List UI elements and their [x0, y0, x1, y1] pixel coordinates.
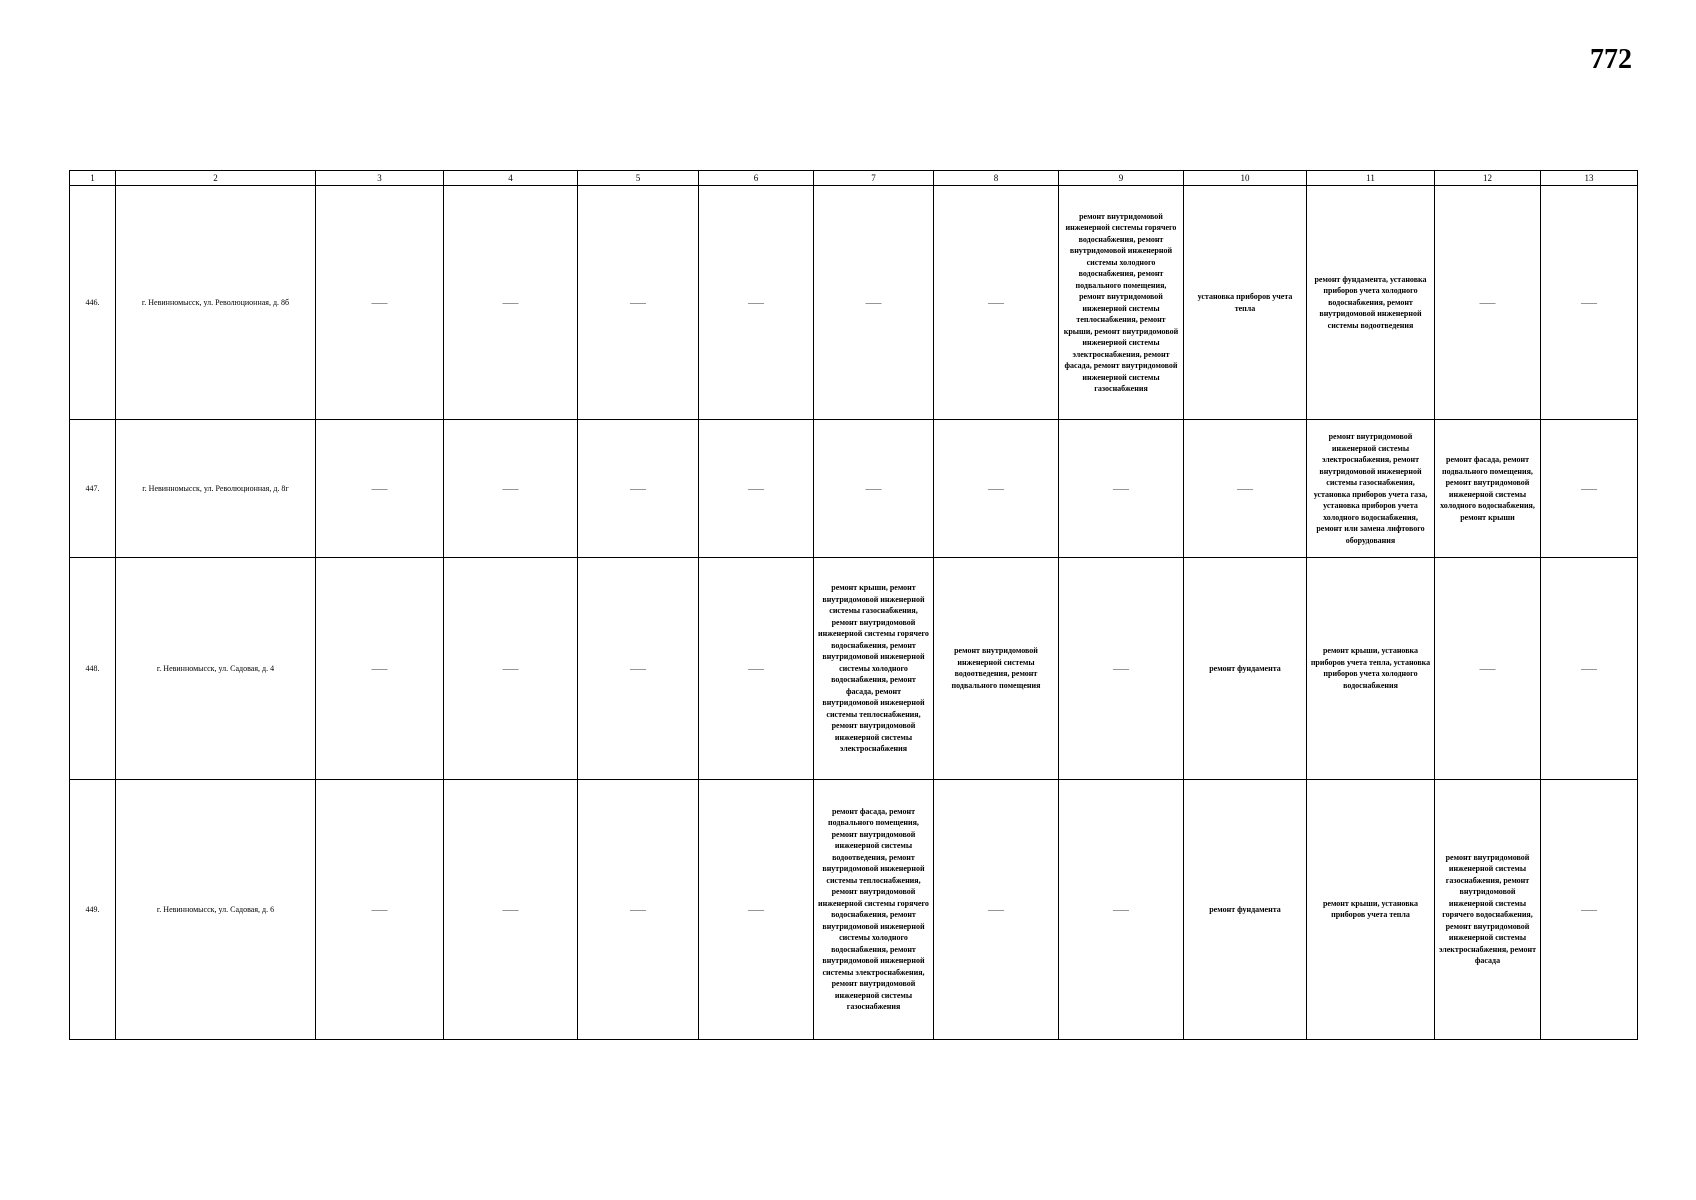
empty-dash-cell: ——: [1435, 186, 1541, 420]
column-header: 4: [444, 171, 578, 186]
column-header: 2: [116, 171, 316, 186]
empty-dash-cell: ——: [1059, 558, 1184, 780]
column-header: 10: [1184, 171, 1307, 186]
works-cell: ремонт крыши, установка приборов учета тепла, установка приборов учета холодного водоснабжения: [1307, 558, 1435, 780]
empty-dash-cell: ——: [699, 186, 814, 420]
empty-dash-cell: ——: [1435, 558, 1541, 780]
column-header: 6: [699, 171, 814, 186]
empty-dash-cell: ——: [444, 186, 578, 420]
column-header: 8: [934, 171, 1059, 186]
empty-dash-cell: ——: [578, 558, 699, 780]
address-cell: г. Невинномысск, ул. Революционная, д. 8г: [116, 419, 316, 557]
works-cell: ремонт фундамента: [1184, 779, 1307, 1039]
empty-dash-cell: ——: [1541, 779, 1638, 1039]
works-cell: ремонт фундамента: [1184, 558, 1307, 780]
page-number: 772: [1590, 44, 1632, 75]
column-header: 7: [814, 171, 934, 186]
works-cell: ремонт внутридомовой инженерной системы горячего водоснабжения, ремонт внутридомовой инженерной системы холодного водоснабжения, ремонт подвального помещения, ремонт внутридомовой инженерной системы теплоснабжения, ремонт крыши, ремонт внутридомовой инженерной системы электроснабжения, ремонт фасада, ремонт внутридомовой инженерной системы газоснабжения: [1059, 186, 1184, 420]
works-cell: установка приборов учета тепла: [1184, 186, 1307, 420]
empty-dash-cell: ——: [1059, 419, 1184, 557]
empty-dash-cell: ——: [934, 186, 1059, 420]
empty-dash-cell: ——: [578, 419, 699, 557]
row-number: 447.: [70, 419, 116, 557]
empty-dash-cell: ——: [444, 779, 578, 1039]
column-header: 5: [578, 171, 699, 186]
column-header: 9: [1059, 171, 1184, 186]
works-cell: ремонт внутридомовой инженерной системы водоотведения, ремонт подвального помещения: [934, 558, 1059, 780]
column-header: 12: [1435, 171, 1541, 186]
column-number-header-row: [70, 171, 1638, 186]
column-header: 3: [316, 171, 444, 186]
table-row: [70, 419, 1638, 557]
works-cell: ремонт крыши, ремонт внутридомовой инженерной системы газоснабжения, ремонт внутридомовой инженерной системы горячего водоснабжения, ремонт внутридомовой инженерной системы холодного водоснабжения, ремонт фасада, ремонт внутридомовой инженерной системы теплоснабжения, ремонт внутридомовой инженерной системы электроснабжения: [814, 558, 934, 780]
empty-dash-cell: ——: [578, 186, 699, 420]
empty-dash-cell: ——: [814, 419, 934, 557]
table-row: [70, 186, 1638, 420]
empty-dash-cell: ——: [814, 186, 934, 420]
empty-dash-cell: ——: [316, 558, 444, 780]
address-cell: г. Невинномысск, ул. Садовая, д. 4: [116, 558, 316, 780]
works-cell: ремонт внутридомовой инженерной системы электроснабжения, ремонт внутридомовой инженерной системы газоснабжения, установка приборов учета газа, установка приборов учета холодного водоснабжения, ремонт или замена лифтового оборудования: [1307, 419, 1435, 557]
row-number: 448.: [70, 558, 116, 780]
empty-dash-cell: ——: [934, 779, 1059, 1039]
empty-dash-cell: ——: [699, 779, 814, 1039]
empty-dash-cell: ——: [316, 779, 444, 1039]
empty-dash-cell: ——: [316, 186, 444, 420]
empty-dash-cell: ——: [699, 419, 814, 557]
empty-dash-cell: ——: [934, 419, 1059, 557]
repair-schedule-table: [69, 170, 1638, 1040]
table-row: [70, 558, 1638, 780]
empty-dash-cell: ——: [1541, 186, 1638, 420]
empty-dash-cell: ——: [1059, 779, 1184, 1039]
address-cell: г. Невинномысск, ул. Садовая, д. 6: [116, 779, 316, 1039]
empty-dash-cell: ——: [444, 419, 578, 557]
column-header: 11: [1307, 171, 1435, 186]
column-header: 13: [1541, 171, 1638, 186]
works-cell: ремонт внутридомовой инженерной системы газоснабжения, ремонт внутридомовой инженерной системы горячего водоснабжения, ремонт внутридомовой инженерной системы электроснабжения, ремонт фасада: [1435, 779, 1541, 1039]
row-number: 449.: [70, 779, 116, 1039]
works-cell: ремонт фасада, ремонт подвального помещения, ремонт внутридомовой инженерной системы водоотведения, ремонт внутридомовой инженерной системы теплоснабжения, ремонт внутридомовой инженерной системы горячего водоснабжения, ремонт внутридомовой инженерной системы холодного водоснабжения, ремонт внутридомовой инженерной системы электроснабжения, ремонт внутридомовой инженерной системы газоснабжения: [814, 779, 934, 1039]
empty-dash-cell: ——: [1541, 419, 1638, 557]
row-number: 446.: [70, 186, 116, 420]
empty-dash-cell: ——: [578, 779, 699, 1039]
works-cell: ремонт крыши, установка приборов учета тепла: [1307, 779, 1435, 1039]
empty-dash-cell: ——: [699, 558, 814, 780]
table-row: [70, 779, 1638, 1039]
empty-dash-cell: ——: [444, 558, 578, 780]
column-header: 1: [70, 171, 116, 186]
works-cell: ремонт фасада, ремонт подвального помещения, ремонт внутридомовой инженерной системы холодного водоснабжения, ремонт крыши: [1435, 419, 1541, 557]
empty-dash-cell: ——: [1184, 419, 1307, 557]
empty-dash-cell: ——: [316, 419, 444, 557]
address-cell: г. Невинномысск, ул. Революционная, д. 8б: [116, 186, 316, 420]
works-cell: ремонт фундамента, установка приборов учета холодного водоснабжения, ремонт внутридомовой инженерной системы водоотведения: [1307, 186, 1435, 420]
empty-dash-cell: ——: [1541, 558, 1638, 780]
